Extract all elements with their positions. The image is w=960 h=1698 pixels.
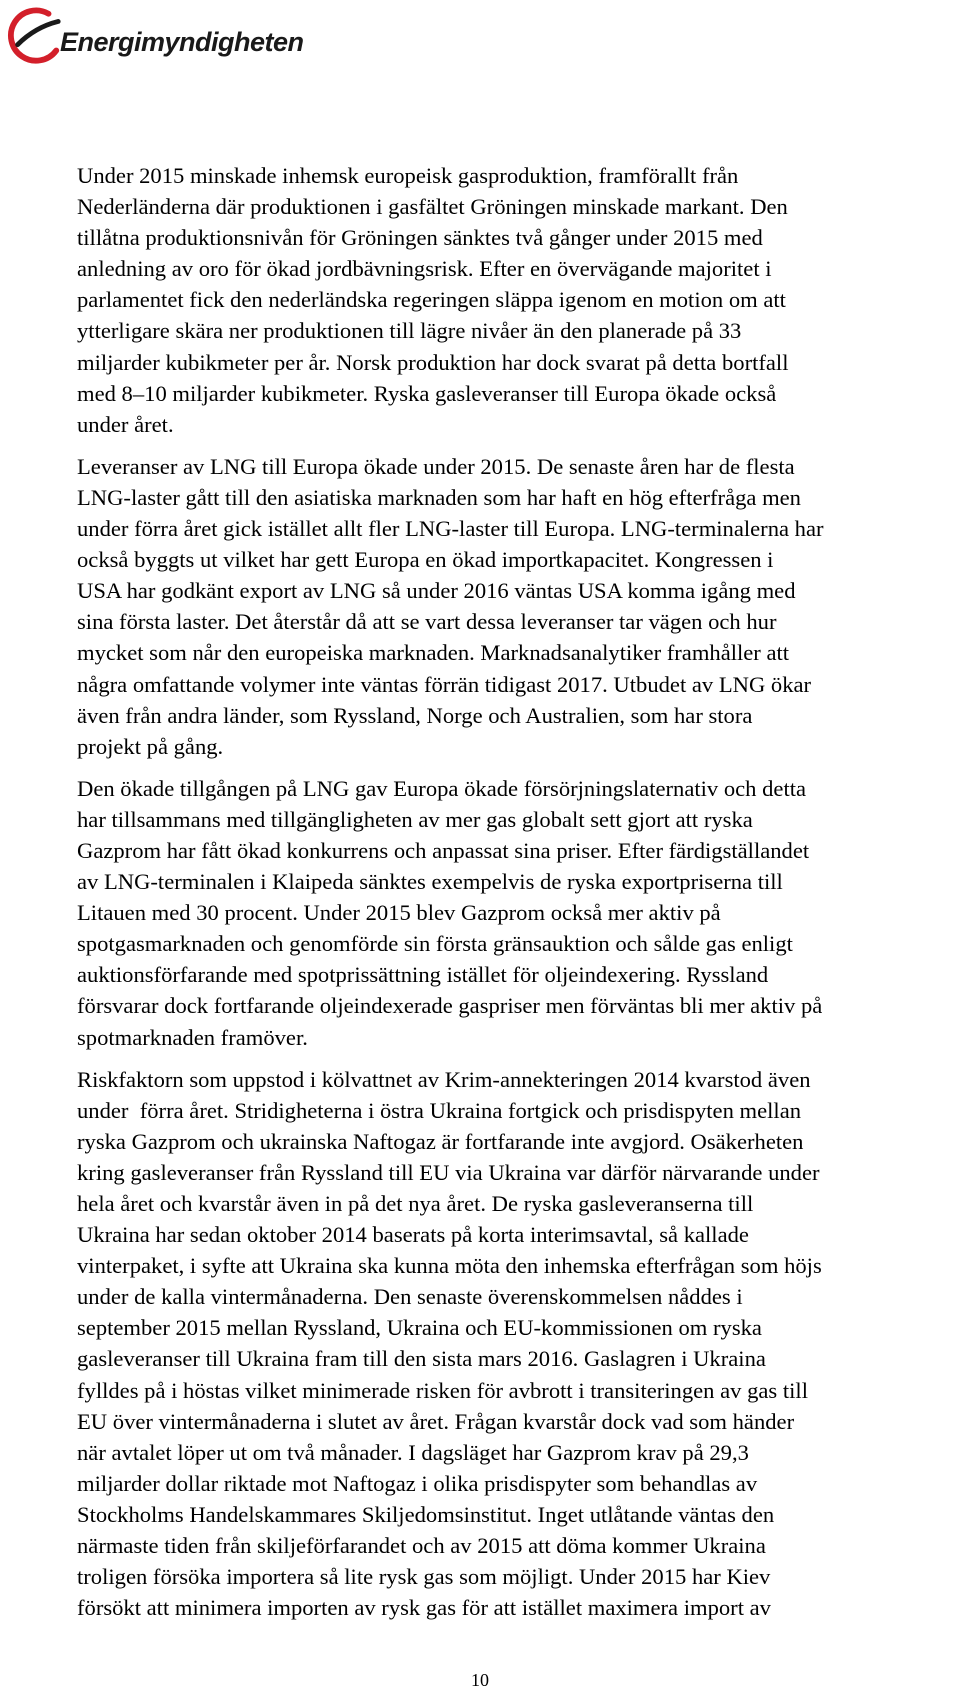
- document-body: [77, 160, 957, 1623]
- logo: [6, 6, 304, 64]
- energimyndigheten-logo-icon: [6, 6, 64, 64]
- paragraph-lng-deliveries: Leveranser av LNG till Europa ökade under 2015. De senaste åren har de flesta LNG-laster gått till den asiatiska marknaden som har haft en hög efterfråga men under förra året gick istället allt fler LNG-laster till Europa. LNG-terminalerna har också byggts ut vilket har gett Europa en ökad importkapacitet. Kongressen i USA har godkänt export av LNG så under 2016 väntas USA komma igång med sina första laster. Det återstår då att se vart dessa leveranser tar vägen och hur mycket som når den europeiska marknaden. Marknadsanalytiker framhåller att några omfattande volymer inte väntas förrän tidigast 2017. Utbudet av LNG ökar även från andra länder, som Ryssland, Norge och Australien, som har stora projekt på gång.: [77, 453, 824, 759]
- page-number: 10: [471, 1670, 489, 1690]
- logo-text: Energimyndigheten: [60, 26, 304, 57]
- paragraph-risk-factor-ukraine: Riskfaktorn som uppstod i kölvattnet av Krim-annekteringen 2014 kvarstod även under förra året. Stridigheterna i östra Ukraina fortgick och prisdispyten mellan ryska Gazprom och ukrainska Naftogaz är fortfarande inte avgjord. Osäkerheten kring gasleveranser från Ryssland till EU via Ukraina var därför närvarande under hela året och kvarstår även in på det nya året. De ryska gasleveranserna till Ukraina har sedan oktober 2014 baserats på korta interimsavtal, så kallade vinterpaket, i syfte att Ukraina ska kunna möta den inhemska efterfrågan som höjs under de kalla vintermånaderna. Den senaste överenskommelsen nåddes i september 2015 mellan Ryssland, Ukraina och EU-kommissionen om ryska gasleveranser till Ukraina fram till den sista mars 2016. Gaslagren i Ukraina fylldes på i höstas vilket minimerade risken för avbrott i transiteringen av gas till EU över vintermånaderna i slutet av året. Frågan kvarstår dock vad som händer när avtalet löper ut om två månader. I dagsläget har Gazprom krav på 29,3 miljarder dollar riktade mot Naftogaz i olika prisdispyter som behandlas av Stockholms Handelskammares Skiljedomsinstitut. Inget utlåtande väntas den närmaste tiden från skiljeförfarandet och av 2015 att döma kommer Ukraina troligen försöka importera så lite rysk gas som möjligt. Under 2015 har Kiev försökt att minimera importen av rysk gas för att istället maximera import av: [77, 1066, 822, 1621]
- paragraph-gazprom-competition: Den ökade tillgången på LNG gav Europa ökade försörjningslaternativ och detta har tillsammans med tillgängligheten av mer gas globalt sett gjort att ryska Gazprom har fått ökad konkurrens och anpassat sina priser. Efter färdigställandet av LNG-terminalen i Klaipeda sänktes exempelvis de ryska exportpriserna till Litauen med 30 procent. Under 2015 blev Gazprom också mer aktiv på spotgasmarknaden och genomförde sin första gränsauktion och sålde gas enligt auktionsförfarande med spotprissättning istället för oljeindexering. Ryssland försvarar dock fortfarande oljeindexerade gaspriser men förväntas bli mer aktiv på spotmarknaden framöver.: [77, 775, 823, 1050]
- paragraph-gas-production: Under 2015 minskade inhemsk europeisk gasproduktion, framförallt från Nederländerna där produktionen i gasfältet Gröningen minskade markant. Den tillåtna produktionsnivån för Gröningen sänktes två gånger under 2015 med anledning av oro för ökad jordbävningsrisk. Efter en övervägande majoritet i parlamentet fick den nederländska regeringen släppa igenom en motion om att ytterligare skära ner produktionen till lägre nivåer än den planerade på 33 miljarder kubikmeter per år. Norsk produktion har dock svarat på detta bortfall med 8–10 miljarder kubikmeter. Ryska gasleveranser till Europa ökade också under året.: [77, 163, 789, 437]
